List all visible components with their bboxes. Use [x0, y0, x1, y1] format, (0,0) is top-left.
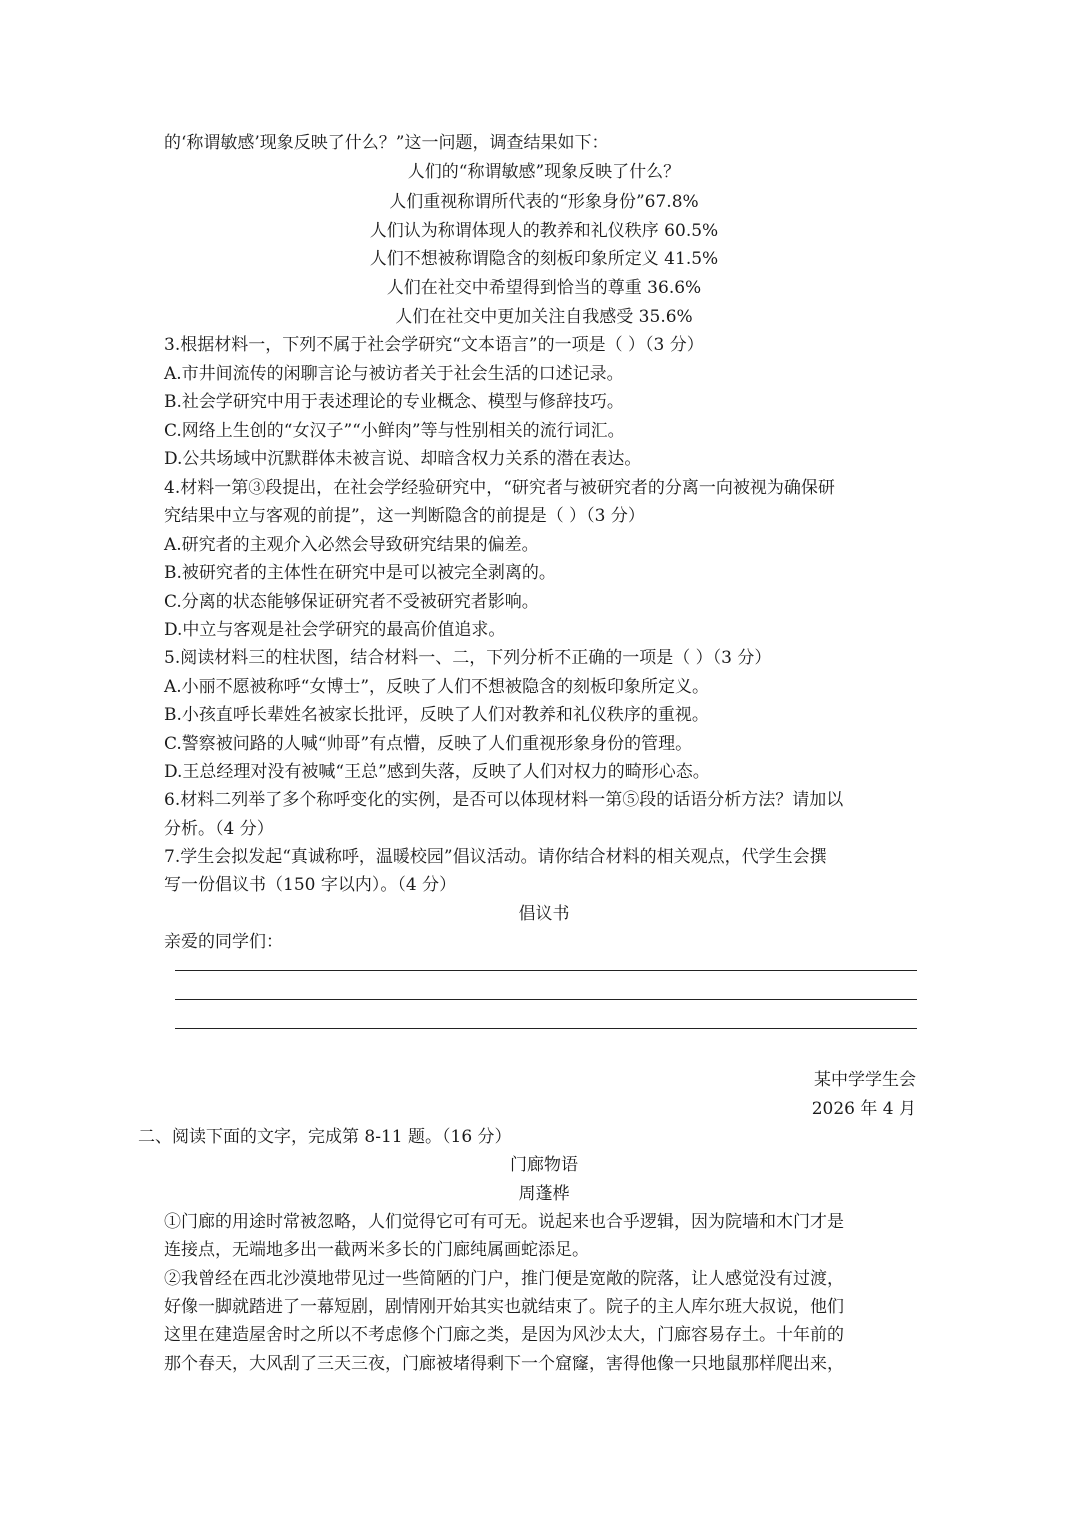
material3-intro-tail: 的‘称谓敏感’现象反映了什么？”这一问题，调查结果如下： [164, 133, 609, 153]
answer-line[interactable] [175, 1028, 917, 1029]
survey-result: 人们在社交中更加关注自我感受 35.6% [395, 307, 693, 327]
question-5-option-d: D.王总经理对没有被喊“王总”感到失落，反映了人们对权力的畸形心态。 [164, 762, 710, 782]
answer-line[interactable] [175, 999, 917, 1000]
question-5-option-c: C.警察被问路的人喊“帅哥”有点懵，反映了人们重视形象身份的管理。 [164, 734, 693, 754]
survey-result: 人们认为称谓体现人的教养和礼仪秩序 60.5% [369, 221, 719, 241]
paragraph-1: ①门廊的用途时常被忽略，人们觉得它可有可无。说起来也合乎逻辑，因为院墙和木门才是 [164, 1212, 844, 1232]
question-3-option-c: C.网络上生创的“女汉子”“小鲜肉”等与性别相关的流行词汇。 [164, 421, 625, 441]
question-4-option-b: B.被研究者的主体性在研究中是可以被完全剥离的。 [164, 563, 556, 583]
article-title: 门廊物语 [510, 1155, 578, 1175]
paragraph-1-cont: 连接点，无端地多出一截两米多长的门廊纯属画蛇添足。 [164, 1240, 589, 1260]
survey-result: 人们不想被称谓隐含的刻板印象所定义 41.5% [369, 249, 719, 269]
question-5-stem: 5.阅读材料三的柱状图，结合材料一、二，下列分析不正确的一项是（ ）（3 分） [164, 648, 772, 668]
paragraph-2: ②我曾经在西北沙漠地带见过一些简陋的门户，推门便是宽敞的院落，让人感觉没有过渡， [164, 1269, 844, 1289]
answer-line[interactable] [175, 970, 917, 971]
question-7-stem: 7.学生会拟发起“真诚称呼，温暖校园”倡议活动。请你结合材料的相关观点，代学生会撰 [164, 847, 827, 867]
letter-salutation: 亲爱的同学们： [164, 932, 283, 952]
question-4-option-c: C.分离的状态能够保证研究者不受被研究者影响。 [164, 592, 539, 612]
survey-result: 人们在社交中希望得到恰当的尊重 36.6% [386, 278, 702, 298]
question-4-stem: 4.材料一第③段提出，在社会学经验研究中，“研究者与被研究者的分离一向被视为确保研 [164, 478, 835, 498]
survey-title: 人们的“称谓敏感”现象反映了什么？ [407, 162, 681, 182]
paragraph-2-cont: 这里在建造屋舍时之所以不考虑修个门廊之类，是因为风沙太大，门廊容易存土。十年前的 [164, 1325, 844, 1345]
question-3-option-b: B.社会学研究中用于表述理论的专业概念、模型与修辞技巧。 [164, 392, 624, 412]
paragraph-2-cont: 好像一脚就踏进了一幕短剧，剧情刚开始其实也就结束了。院子的主人库尔班大叔说，他们 [164, 1297, 844, 1317]
article-author: 周蓬桦 [518, 1184, 570, 1204]
question-5-option-b: B.小孩直呼长辈姓名被家长批评，反映了人们对教养和礼仪秩序的重视。 [164, 705, 709, 725]
question-4-stem-cont: 究结果中立与客观的前提”，这一判断隐含的前提是（ ）（3 分） [164, 506, 645, 526]
section-2-heading: 二、阅读下面的文字，完成第 8-11 题。（16 分） [138, 1127, 512, 1147]
question-6-stem: 6.材料二列举了多个称呼变化的实例，是否可以体现材料一第⑤段的话语分析方法？请加以 [164, 790, 844, 810]
survey-result: 人们重视称谓所代表的“形象身份”67.8% [389, 192, 699, 212]
question-7-stem-cont: 写一份倡议书（150 字以内）。（4 分） [164, 875, 457, 895]
question-3-stem: 3.根据材料一，下列不属于社会学研究“文本语言”的一项是（ ）（3 分） [164, 335, 704, 355]
question-5-option-a: A.小丽不愿被称呼“女博士”，反映了人们不想被隐含的刻板印象所定义。 [164, 677, 710, 697]
letter-title: 倡议书 [518, 904, 570, 924]
question-4-option-d: D.中立与客观是社会学研究的最高价值追求。 [164, 620, 506, 640]
question-3-option-a: A.市井间流传的闲聊言论与被访者关于社会生活的口述记录。 [164, 364, 624, 384]
question-4-option-a: A.研究者的主观介入必然会导致研究结果的偏差。 [164, 535, 539, 555]
letter-date: 2026 年 4 月 [811, 1099, 916, 1119]
letter-signature: 某中学学生会 [814, 1070, 916, 1090]
paragraph-2-cont: 那个春天，大风刮了三天三夜，门廊被堵得剩下一个窟窿，害得他像一只地鼠那样爬出来， [164, 1354, 844, 1374]
question-6-stem-cont: 分析。（4 分） [164, 819, 274, 839]
question-3-option-d: D.公共场域中沉默群体未被言说、却暗含权力关系的潜在表达。 [164, 449, 642, 469]
